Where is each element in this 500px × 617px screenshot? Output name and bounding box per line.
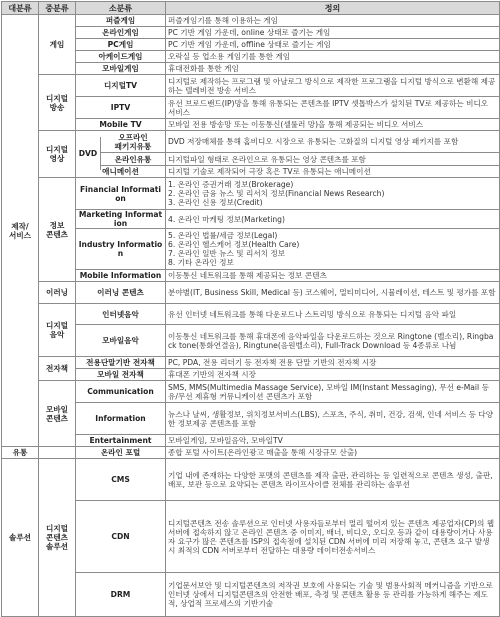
table-row xyxy=(2,27,500,39)
definition: SMS, MMS(Multimedia Massage Service), 모바일 IM(Instant Messaging), 무선 e-Mail 등 유/무선 제휴형 커뮤니케이션 콘텐츠가 포함 xyxy=(166,381,500,403)
sub-category: CMS xyxy=(76,459,166,501)
sub-category: Financial Information xyxy=(76,178,166,210)
sub-category: 인터넷음악 xyxy=(76,304,166,325)
table-row xyxy=(2,229,500,270)
header-row xyxy=(2,2,500,15)
classification-table xyxy=(1,1,500,617)
middle-category-game: 게임 xyxy=(39,15,76,75)
definition: 모바일 전용 방송망 또는 이동통신(셀룰러 망)을 통해 제공되는 비디오 서비스 xyxy=(166,119,500,131)
middle-category-ebook: 전자책 xyxy=(39,357,76,381)
sub-category: Mobile TV xyxy=(76,119,166,131)
definition: 기업문서보안 및 디지털콘텐츠의 저작권 보호에 사용되는 기술 및 범용사회적 메커니즘을 기반으로 인터넷 상에서 디지털콘텐츠의 안전한 배포, 측정 및 콘텐츠 활용 등 관리를 가능하게 해주는 제도적, 상업적 프로세스의 기반기술 xyxy=(166,573,500,617)
table-row xyxy=(2,304,500,325)
definition: 디지털파일 형태로 온라인으로 유통되는 영상 콘텐츠를 포함 xyxy=(166,153,500,166)
middle-category-mobile: 모바일 콘텐츠 xyxy=(39,381,76,447)
sub-category: 퍼즐게임 xyxy=(76,15,166,27)
sub-category: Entertainment xyxy=(76,435,166,447)
table-row xyxy=(2,131,500,153)
middle-category-empty xyxy=(39,447,76,459)
sub-category xyxy=(76,131,166,158)
definition: 디지털로 제작하는 프로그램 및 아날로그 방식으로 제작한 프로그램을 디지털 방식으로 변환해 제공하는 텔레비전 방송 서비스 xyxy=(166,75,500,97)
sub-category: 모바일음악 xyxy=(76,325,166,357)
table-row xyxy=(2,403,500,435)
definition: 이동통신 네트워크를 통해 휴대폰에 음악파일을 다운로드하는 것으로 Ringtone (벨소리), Ringback tone(통화연결음), Ringtune(음원벨소리), Full-Track Download 등 4종류로 나뉨 xyxy=(166,325,500,357)
major-category-distribution: 유통 xyxy=(2,447,39,459)
middle-category-elearning: 이러닝 xyxy=(39,282,76,304)
table-row xyxy=(2,459,500,501)
sub-category-offline: 오프라인 패키지유통 xyxy=(114,132,152,151)
dvd-label: DVD xyxy=(76,137,101,170)
definition: 이동통신 네트워크를 통해 제공되는 정보 콘텐츠 xyxy=(166,270,500,282)
table-row xyxy=(2,381,500,403)
definition: PC 기반 게임 가운데, offline 상태로 즐기는 게임 xyxy=(166,39,500,51)
definition: 기업 내에 존재하는 다양한 포맷의 콘텐츠를 제작 출판, 관리하는 등 일련적으로 콘텐츠 생성, 출판, 배포, 보관 등으로 요약되는 콘텐츠 라이프사이클 전체를 관리하는 솔루션 xyxy=(166,459,500,501)
table-row xyxy=(2,119,500,131)
header-sub: 소분류 xyxy=(76,2,166,15)
table-row xyxy=(2,325,500,357)
sub-category: 모바일 전자책 xyxy=(76,369,166,381)
sub-category: 온라인 포털 xyxy=(76,447,166,459)
middle-category-broadcast: 디지털 방송 xyxy=(39,75,76,131)
sub-category: 모바일게임 xyxy=(76,63,166,75)
middle-category-video: 디지털 영상 xyxy=(39,131,76,178)
table-row xyxy=(2,15,500,27)
sub-category: 애니메이션 xyxy=(76,166,166,178)
table-row xyxy=(2,369,500,381)
definition: 4. 온라인 마케팅 정보(Marketing) xyxy=(166,210,500,229)
sub-category: 이러닝 콘텐츠 xyxy=(76,282,166,304)
definition: 디지털 기술로 제작되어 극장 혹은 TV로 유통되는 애니메이션 xyxy=(166,166,500,178)
definition: 유선 인터넷 네트워크를 통해 다운로드나 스트리밍 방식으로 유통되는 디지털 음악 파일 xyxy=(166,304,500,325)
definition: 휴대폰 기반의 전자책 시장 xyxy=(166,369,500,381)
table-row xyxy=(2,75,500,97)
sub-category: 디지털TV xyxy=(76,75,166,97)
table-row xyxy=(2,357,500,369)
table-row xyxy=(2,447,500,459)
middle-category-info: 정보 콘텐츠 xyxy=(39,178,76,282)
header-major: 대분류 xyxy=(2,2,39,15)
definition: PC, PDA, 전용 리더기 등 전자책 전용 단말 기반의 전자책 시장 xyxy=(166,357,500,369)
table-row xyxy=(2,63,500,75)
sub-category: PC게임 xyxy=(76,39,166,51)
table-row xyxy=(2,210,500,229)
table-row xyxy=(2,270,500,282)
sub-category: IPTV xyxy=(76,97,166,119)
sub-category: Information xyxy=(76,403,166,435)
table-row xyxy=(2,39,500,51)
major-category-solution: 솔루션 xyxy=(2,459,39,617)
sub-category: CDN xyxy=(76,501,166,573)
definition: 디지털콘텐츠 전송 솔루션으로 인터넷 사용자들로부터 멀리 떨어져 있는 콘텐츠 제공업자(CP)의 웹서버에 접속하지 않고 온라인 콘텐츠 중 이미지, 배너, 비디오, 오디오 등과 같이 대용량이거나 사용자 요구가 많은 콘텐츠를 ISP의 접속점에 설치된 CDN 서버에 미리 저장해 놓고, 콘텐츠 요구 발생 시 최적의 CDN 서버로부터 전달하는 대용량 데이터전송서비스 xyxy=(166,501,500,573)
table-row xyxy=(2,573,500,617)
major-category-content: 제작/ 서비스 xyxy=(2,15,39,447)
definition: 퍼즐게임기를 통해 이용하는 게임 xyxy=(166,15,500,27)
table-row xyxy=(2,51,500,63)
definition: 오락실 등 업소용 게임기를 통한 게임 xyxy=(166,51,500,63)
sub-category: 아케이드게임 xyxy=(76,51,166,63)
definition: PC 기반 게임 가운데, online 상태로 즐기는 게임 xyxy=(166,27,500,39)
table-row xyxy=(2,178,500,210)
definition: 분야별(IT, Business Skill, Medical 등) 코스웨어, 멀티미디어, 시뮬레이션, 테스트 및 평가를 포함 xyxy=(166,282,500,304)
sub-category: Marketing Information xyxy=(76,210,166,229)
header-middle: 중분류 xyxy=(39,2,76,15)
table-row xyxy=(2,435,500,447)
definition: 종합 포털 사이트(온라인광고 매출을 통해 시장규모 산출) xyxy=(166,447,500,459)
table-row xyxy=(2,282,500,304)
header-definition: 정의 xyxy=(166,2,500,15)
middle-category-solution: 디지털 콘텐츠 솔루션 xyxy=(39,459,76,617)
sub-category: DRM xyxy=(76,573,166,617)
definition: 모바일게임, 모바일음악, 모바일TV xyxy=(166,435,500,447)
sub-category: Industry Information xyxy=(76,229,166,270)
sub-category: 전용단말기반 전자책 xyxy=(76,357,166,369)
table-row xyxy=(2,97,500,119)
definition: DVD 저장매체를 통해 홈비디오 시장으로 유통되는 고화질의 디지털 영상 패키지를 포함 xyxy=(166,131,500,153)
definition: 1. 온라인 증권거래 정보(Brokerage) 2. 온라인 금융 뉴스 및 리서치 정보(Financial News Research) 3. 온라인 신용 정보(Credit) xyxy=(166,178,500,210)
definition: 유선 브로드밴드(IP)망을 통해 유통되는 콘텐츠를 IPTV 셋톱박스가 설치된 TV로 제공하는 비디오 서비스 xyxy=(166,97,500,119)
middle-category-music: 디지털 음악 xyxy=(39,304,76,357)
table-row xyxy=(2,501,500,573)
sub-category-online: 온라인유통 xyxy=(114,154,152,164)
definition: 휴대전화를 통한 게임 xyxy=(166,63,500,75)
sub-category: 온라인게임 xyxy=(76,27,166,39)
sub-category: Mobile Information xyxy=(76,270,166,282)
definition: 뉴스나 날씨, 생활정보, 위치정보서비스(LBS), 스포츠, 주식, 취미, 건강, 검색, 인네 서비스 등 다양한 정보제공 콘텐츠를 포함 xyxy=(166,403,500,435)
sub-category: Communication xyxy=(76,381,166,403)
definition: 5. 온라인 법률/세금 정보(Legal) 6. 온라인 헬스케어 정보(Health Care) 7. 온라인 일반 뉴스 및 리서치 정보 8. 기타 온라인 정보 xyxy=(166,229,500,270)
